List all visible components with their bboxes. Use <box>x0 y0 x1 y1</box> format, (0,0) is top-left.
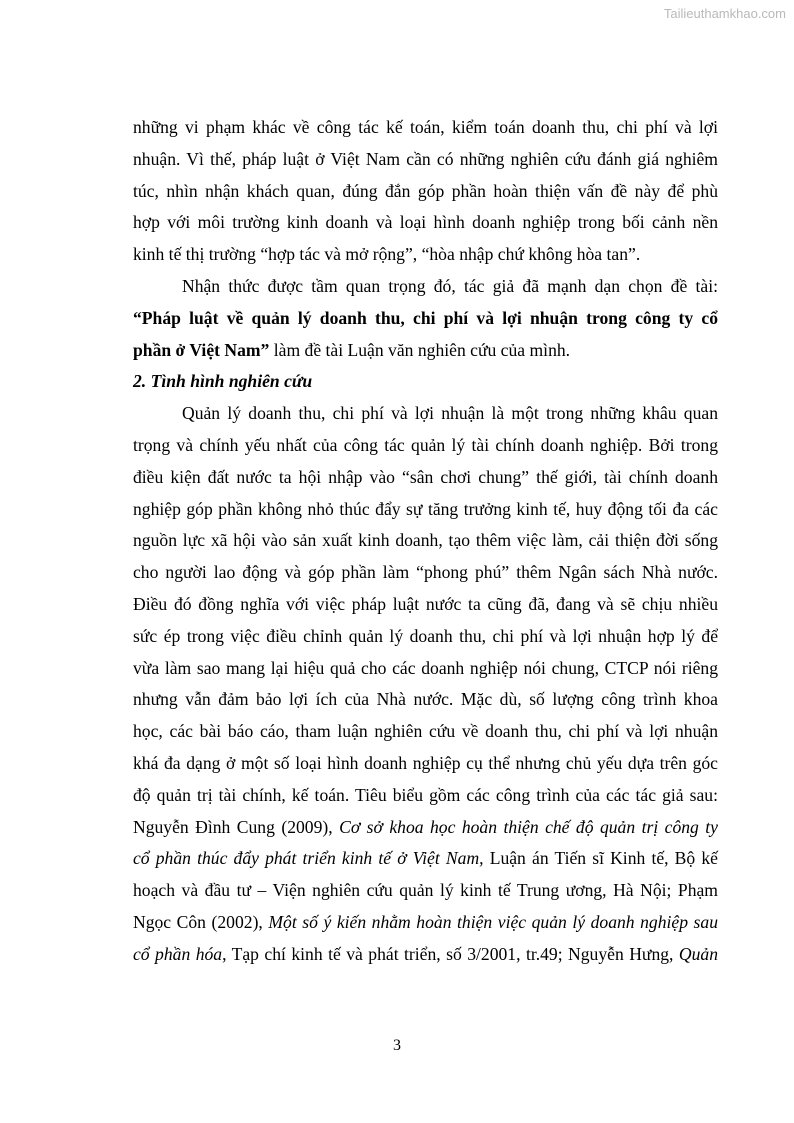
document-body <box>133 112 718 971</box>
text-line: những vi phạm khác về công tác kế toán, kiểm toán doanh thu, chi phí và lợi <box>133 117 718 137</box>
thesis-title: phần ở Việt Nam” <box>133 339 270 360</box>
text-line: hoạch và đầu tư – Viện nghiên cứu quản lý kinh tế Trung ương, Hà Nội; Phạm <box>133 880 718 901</box>
text-line: Nhận thức được tầm quan trọng đó, tác giả đã mạnh dạn chọn đề tài: <box>182 275 718 296</box>
citation-line <box>133 843 718 875</box>
text-line: cho người lao động và góp phần làm “phong phú” thêm Ngân sách Nhà nước. <box>133 562 718 583</box>
thesis-title: “Pháp luật về quản lý doanh thu, chi phí và lợi nhuận trong công ty cổ <box>133 307 718 328</box>
text-line: học, các bài báo cáo, tham luận nghiên cứu về doanh thu, chi phí và lợi nhuận <box>133 721 718 742</box>
text-line: độ quản trị tài chính, kế toán. Tiêu biểu gồm các công trình của các tác giả sau: <box>133 784 718 805</box>
text-line: trọng và chính yếu nhất của công tác quản lý tài chính doanh nghiệp. Bởi trong <box>133 434 718 455</box>
text-line <box>133 335 718 367</box>
text-span: Ngọc Côn (2002), <box>133 911 269 932</box>
citation-line <box>133 812 718 844</box>
text-line: nhuận. Vì thế, pháp luật ở Việt Nam cần có những nghiên cứu đánh giá nghiêm <box>133 148 718 169</box>
text-line: nghiệp góp phần không nhỏ thúc đẩy sự tăng trưởng kinh tế, huy động tối đa các <box>133 498 718 519</box>
thesis-title-line <box>133 303 718 335</box>
citation-line <box>133 939 718 971</box>
citation-title: Quản <box>678 943 719 964</box>
text-line: nhưng vẫn đảm bảo lợi ích của Nhà nước. Mặc dù, số lượng công trình khoa <box>133 689 718 710</box>
text-line: sức ép trong việc điều chỉnh quản lý doanh thu, chi phí và lợi nhuận hợp lý để <box>133 625 718 646</box>
text-line: túc, nhìn nhận khách quan, đúng đắn góp phần hoàn thiện vấn đề này để phù <box>133 180 718 201</box>
citation-title: Cơ sở khoa học hoàn thiện chế độ quản trị công ty <box>339 816 718 837</box>
text-span: Nguyễn Đình Cung (2009), <box>133 816 340 837</box>
text-line: kinh tế thị trường “hợp tác và mở rộng”, “hòa nhập chứ không hòa tan”. <box>133 244 641 265</box>
text-span: Luận án Tiến sĩ Kinh tế, Bộ kế <box>489 848 718 869</box>
text-line: điều kiện đất nước ta hội nhập vào “sân chơi chung” thế giới, tài chính doanh <box>133 466 718 487</box>
citation-title: cổ phần thúc đẩy phát triển kinh tế ở Việt Nam, <box>133 848 484 869</box>
section-heading: 2. Tình hình nghiên cứu <box>133 371 313 392</box>
page-number: 3 <box>393 1037 401 1054</box>
text-span: , Tạp chí kinh tế và phát triển, số 3/2001, tr.49; Nguyễn Hưng, <box>222 943 679 964</box>
citation-title: cổ phần hóa <box>133 943 223 964</box>
text-line: Quản lý doanh thu, chi phí và lợi nhuận là một trong những khâu quan <box>182 403 718 424</box>
text-span: làm đề tài Luận văn nghiên cứu của mình. <box>269 339 571 360</box>
watermark: Tailieuthamkhao.com <box>663 6 786 21</box>
citation-line <box>133 907 718 939</box>
text-line: khá đa dạng ở một số loại hình doanh nghiệp cụ thể nhưng chủ yếu dựa trên góc <box>133 752 718 773</box>
text-line: nguồn lực xã hội vào sản xuất kinh doanh, tạo thêm việc làm, cải thiện đời sống <box>133 530 718 551</box>
citation-title: Một số ý kiến nhằm hoàn thiện việc quản lý doanh nghiệp sau <box>268 911 719 932</box>
text-line: Điều đó đồng nghĩa với việc pháp luật nước ta cũng đã, đang và sẽ chịu nhiều <box>133 593 718 614</box>
text-line: hợp với môi trường kinh doanh và loại hình doanh nghiệp trong bối cảnh nền <box>133 212 718 233</box>
text-line: vừa làm sao mang lại hiệu quả cho các doanh nghiệp nói chung, CTCP nói riêng <box>133 657 718 678</box>
